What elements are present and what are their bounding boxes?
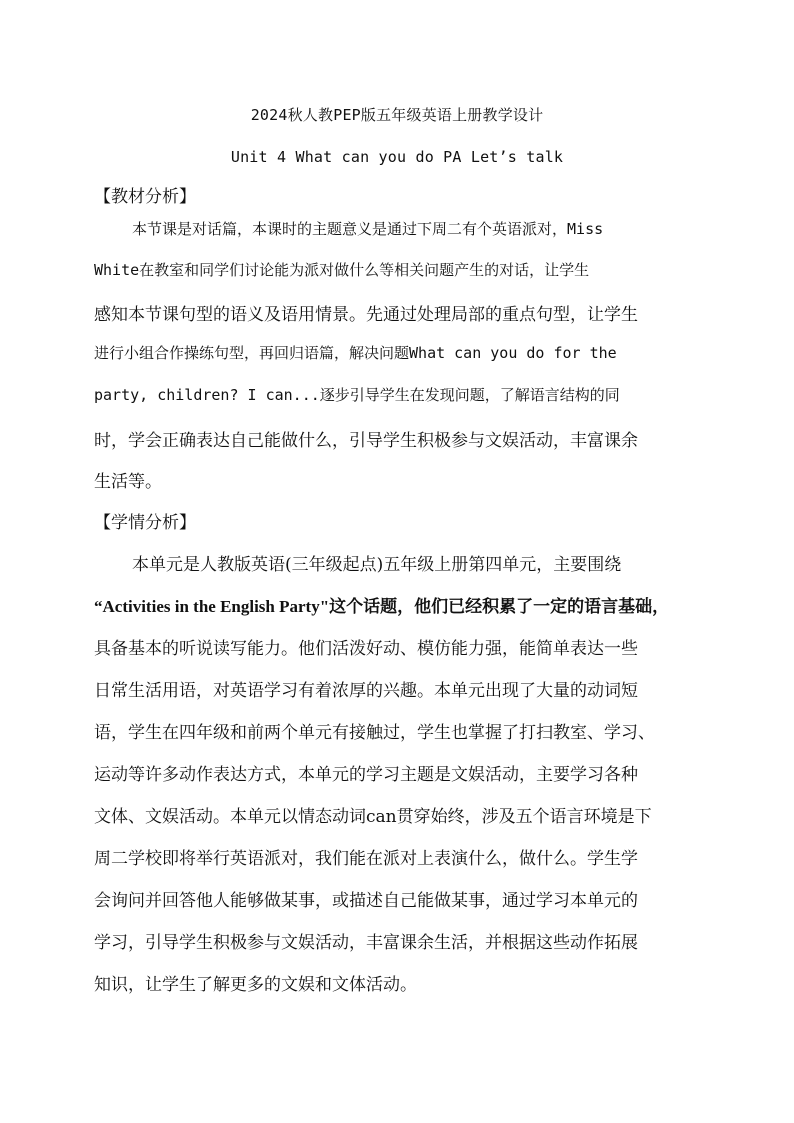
paragraph-line: 运动等许多动作表达方式，本单元的学习主题是文娱活动，主要学习各种 xyxy=(94,765,638,785)
section-heading-student-analysis: 【学情分析】 xyxy=(94,513,196,533)
paragraph-line: 感知本节课句型的语义及语用情景。先通过处理局部的重点句型，让学生 xyxy=(94,305,638,325)
paragraph-line: 语，学生在四年级和前两个单元有接触过，学生也掌握了打扫教室、学习、 xyxy=(94,723,655,743)
paragraph-line: party, children? I can...逐步引导学生在发现问题，了解语言结构的同 xyxy=(94,386,620,404)
paragraph-line: 日常生活用语，对英语学习有着浓厚的兴趣。本单元出现了大量的动词短 xyxy=(94,681,638,701)
section-heading-textbook-analysis: 【教材分析】 xyxy=(94,187,196,207)
paragraph-line: 会询问并回答他人能够做某事，或描述自己能做某事，通过学习本单元的 xyxy=(94,891,638,911)
paragraph-line: 周二学校即将举行英语派对，我们能在派对上表演什么，做什么。学生学 xyxy=(94,849,638,869)
document-subtitle: Unit 4 What can you do PA Let’s talk xyxy=(230,148,564,166)
paragraph-line: 文体、文娱活动。本单元以情态动词can贯穿始终，涉及五个语言环境是下 xyxy=(94,807,652,827)
paragraph-line: 知识，让学生了解更多的文娱和文体活动。 xyxy=(94,975,417,995)
paragraph-line: “Activities in the English Party"这个话题，他们已经积累了一定的语言基础， xyxy=(94,597,670,616)
paragraph-line: 学习，引导学生积极参与文娱活动，丰富课余生活，并根据这些动作拓展 xyxy=(94,933,638,953)
paragraph-line: 本单元是人教版英语(三年级起点)五年级上册第四单元，主要围绕 xyxy=(132,555,622,575)
paragraph-line: 本节课是对话篇，本课时的主题意义是通过下周二有个英语派对，Miss xyxy=(132,220,604,238)
paragraph-line: 时，学会正确表达自己能做什么，引导学生积极参与文娱活动，丰富课余 xyxy=(94,431,638,451)
document-title: 2024秋人教PEP版五年级英语上册教学设计 xyxy=(250,106,544,124)
paragraph-line: 进行小组合作操练句型，再回归语篇，解决问题What can you do for the xyxy=(94,344,617,362)
paragraph-line: White在教室和同学们讨论能为派对做什么等相关问题产生的对话，让学生 xyxy=(94,261,590,279)
paragraph-line: 生活等。 xyxy=(94,472,162,492)
paragraph-line: 具备基本的听说读写能力。他们活泼好动、模仿能力强，能简单表达一些 xyxy=(94,639,638,659)
